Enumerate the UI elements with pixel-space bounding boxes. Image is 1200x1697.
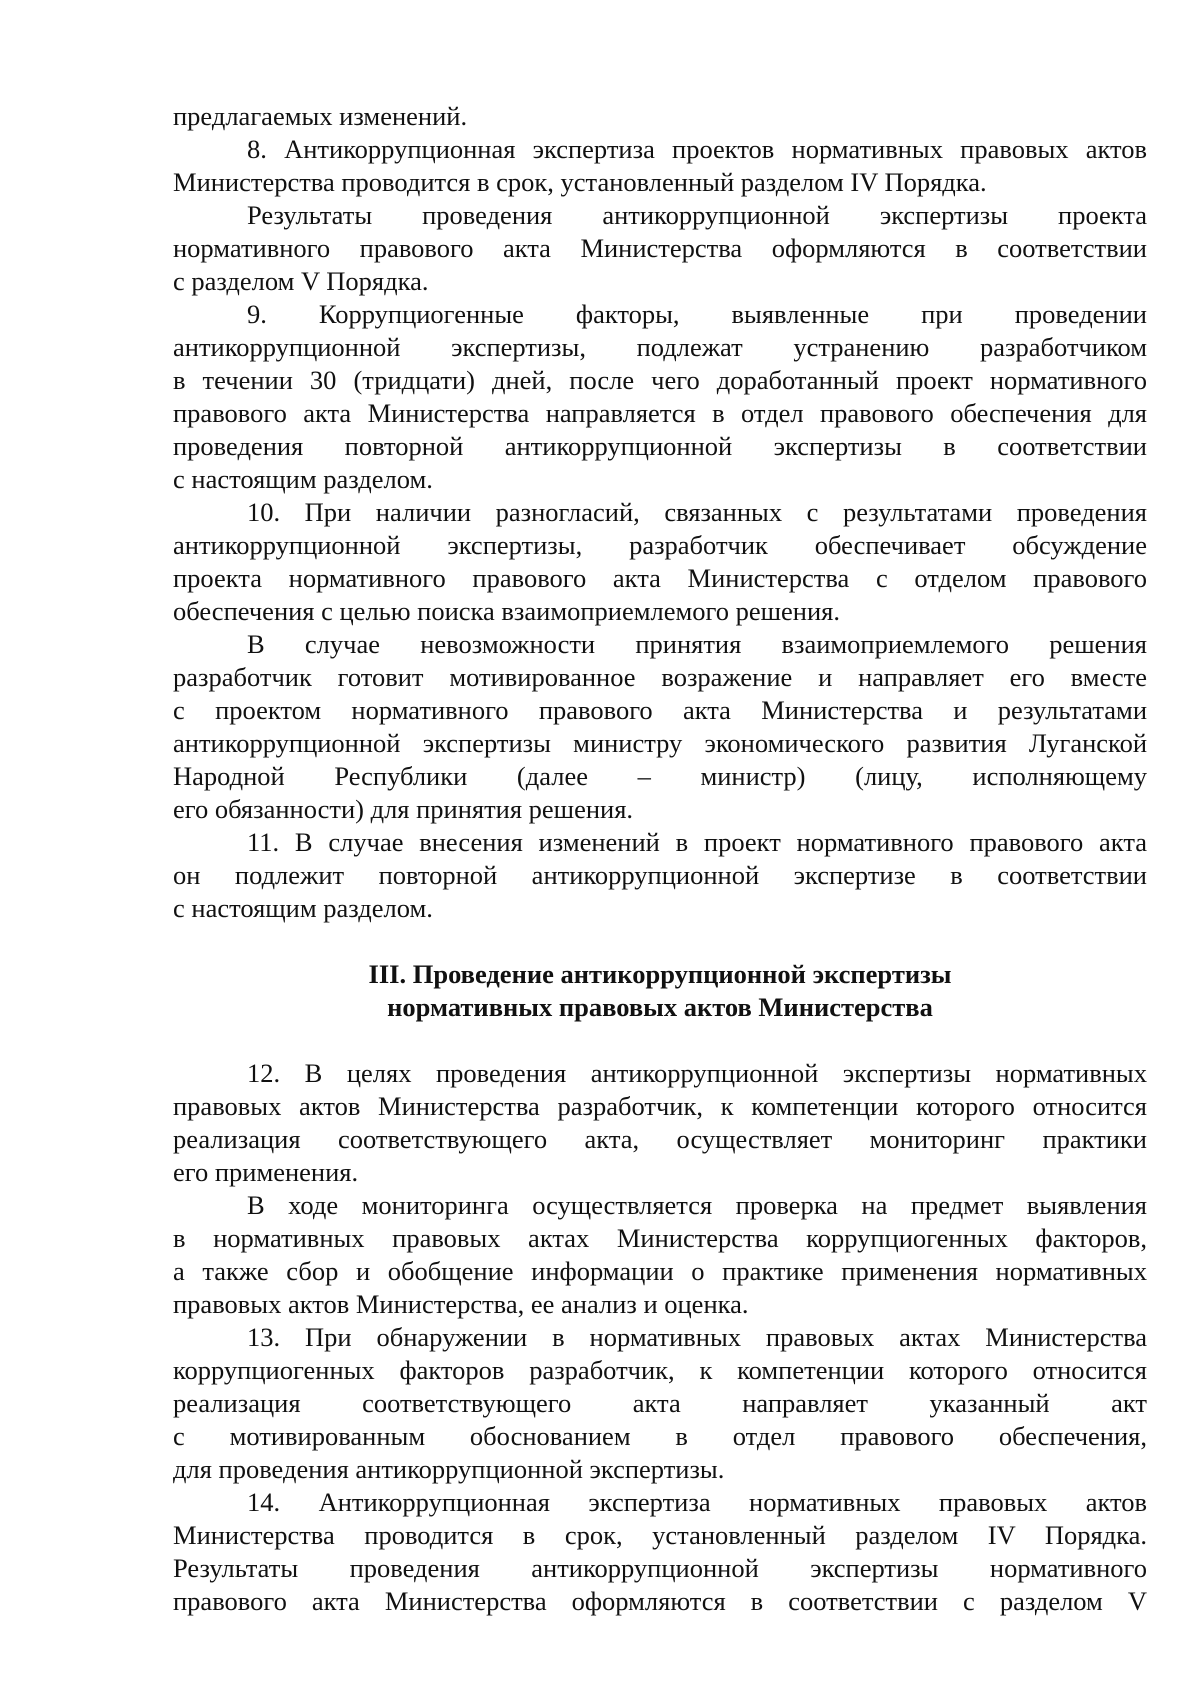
paragraph-14-line-2: Министерства проводится в срок, установленный разделом IV Порядка.	[173, 1520, 1147, 1550]
paragraph-12-line-3: реализация соответствующего акта, осуществляет мониторинг практики	[173, 1124, 1147, 1154]
paragraph-7-line-end: предлагаемых изменений.	[173, 101, 468, 131]
paragraph-14-line-1: 14. Антикоррупционная экспертиза нормативных правовых актов	[247, 1487, 1147, 1517]
paragraph-10b-line-5: Народной Республики (далее – министр) (лицу, исполняющему	[173, 761, 1147, 791]
paragraph-12-line-4: его применения.	[173, 1157, 359, 1187]
paragraph-13-line-2: коррупциогенных факторов разработчик, к компетенции которого относится	[173, 1355, 1147, 1385]
paragraph-10b-line-2: разработчик готовит мотивированное возражение и направляет его вместе	[173, 662, 1147, 692]
document-body	[173, 100, 1147, 1618]
paragraph-8-results-line-1: Результаты проведения антикоррупционной экспертизы проекта	[247, 200, 1147, 230]
paragraph-11-line-1: 11. В случае внесения изменений в проект нормативного правового акта	[247, 827, 1147, 857]
paragraph-12b-line-3: а также сбор и обобщение информации о практике применения нормативных	[173, 1256, 1147, 1286]
paragraph-10b-line-6: его обязанности) для принятия решения.	[173, 794, 634, 824]
paragraph-12-line-2: правовых актов Министерства разработчик, к компетенции которого относится	[173, 1091, 1147, 1121]
paragraph-14-line-4: правового акта Министерства оформляются в соответствии с разделом V	[173, 1586, 1147, 1616]
section-heading-line-1: III. Проведение антикоррупционной экспертизы	[368, 959, 952, 989]
paragraph-10-line-3: проекта нормативного правового акта Министерства с отделом правового	[173, 563, 1147, 593]
paragraph-11-line-2: он подлежит повторной антикоррупционной экспертизе в соответствии	[173, 860, 1147, 890]
paragraph-10-line-2: антикоррупционной экспертизы, разработчик обеспечивает обсуждение	[173, 530, 1147, 560]
paragraph-9-line-4: правового акта Министерства направляется в отдел правового обеспечения для	[173, 398, 1147, 428]
paragraph-13-line-5: для проведения антикоррупционной экспертизы.	[173, 1454, 725, 1484]
paragraph-9-line-6: с настоящим разделом.	[173, 464, 433, 494]
paragraph-12-line-1: 12. В целях проведения антикоррупционной экспертизы нормативных	[247, 1058, 1147, 1088]
paragraph-12b-line-4: правовых актов Министерства, ее анализ и оценка.	[173, 1289, 749, 1319]
paragraph-12b-line-2: в нормативных правовых актах Министерства коррупциогенных факторов,	[173, 1223, 1147, 1253]
paragraph-8-results-line-3: с разделом V Порядка.	[173, 266, 429, 296]
paragraph-10b-line-4: антикоррупционной экспертизы министру экономического развития Луганской	[173, 728, 1147, 758]
paragraph-13-line-1: 13. При обнаружении в нормативных правовых актах Министерства	[247, 1322, 1147, 1352]
paragraph-10b-line-3: с проектом нормативного правового акта Министерства и результатами	[173, 695, 1147, 725]
paragraph-9-line-1: 9. Коррупциогенные факторы, выявленные при проведении	[247, 299, 1147, 329]
paragraph-14-line-3: Результаты проведения антикоррупционной экспертизы нормативного	[173, 1553, 1147, 1583]
paragraph-13-line-4: с мотивированным обоснованием в отдел правового обеспечения,	[173, 1421, 1147, 1451]
paragraph-10-line-4: обеспечения с целью поиска взаимоприемлемого решения.	[173, 596, 840, 626]
section-heading-line-2: нормативных правовых актов Министерства	[387, 992, 933, 1022]
paragraph-11-line-3: с настоящим разделом.	[173, 893, 433, 923]
paragraph-8-line-2: Министерства проводится в срок, установленный разделом IV Порядка.	[173, 167, 987, 197]
paragraph-8-results-line-2: нормативного правового акта Министерства оформляются в соответствии	[173, 233, 1147, 263]
paragraph-9-line-2: антикоррупционной экспертизы, подлежат устранению разработчиком	[173, 332, 1147, 362]
paragraph-9-line-5: проведения повторной антикоррупционной экспертизы в соответствии	[173, 431, 1147, 461]
paragraph-13-line-3: реализация соответствующего акта направляет указанный акт	[173, 1388, 1147, 1418]
paragraph-8-line-1: 8. Антикоррупционная экспертиза проектов нормативных правовых актов	[247, 134, 1147, 164]
paragraph-9-line-3: в течении 30 (тридцати) дней, после чего доработанный проект нормативного	[173, 365, 1147, 395]
paragraph-10b-line-1: В случае невозможности принятия взаимоприемлемого решения	[247, 629, 1147, 659]
paragraph-12b-line-1: В ходе мониторинга осуществляется проверка на предмет выявления	[247, 1190, 1147, 1220]
paragraph-10-line-1: 10. При наличии разногласий, связанных с результатами проведения	[247, 497, 1147, 527]
